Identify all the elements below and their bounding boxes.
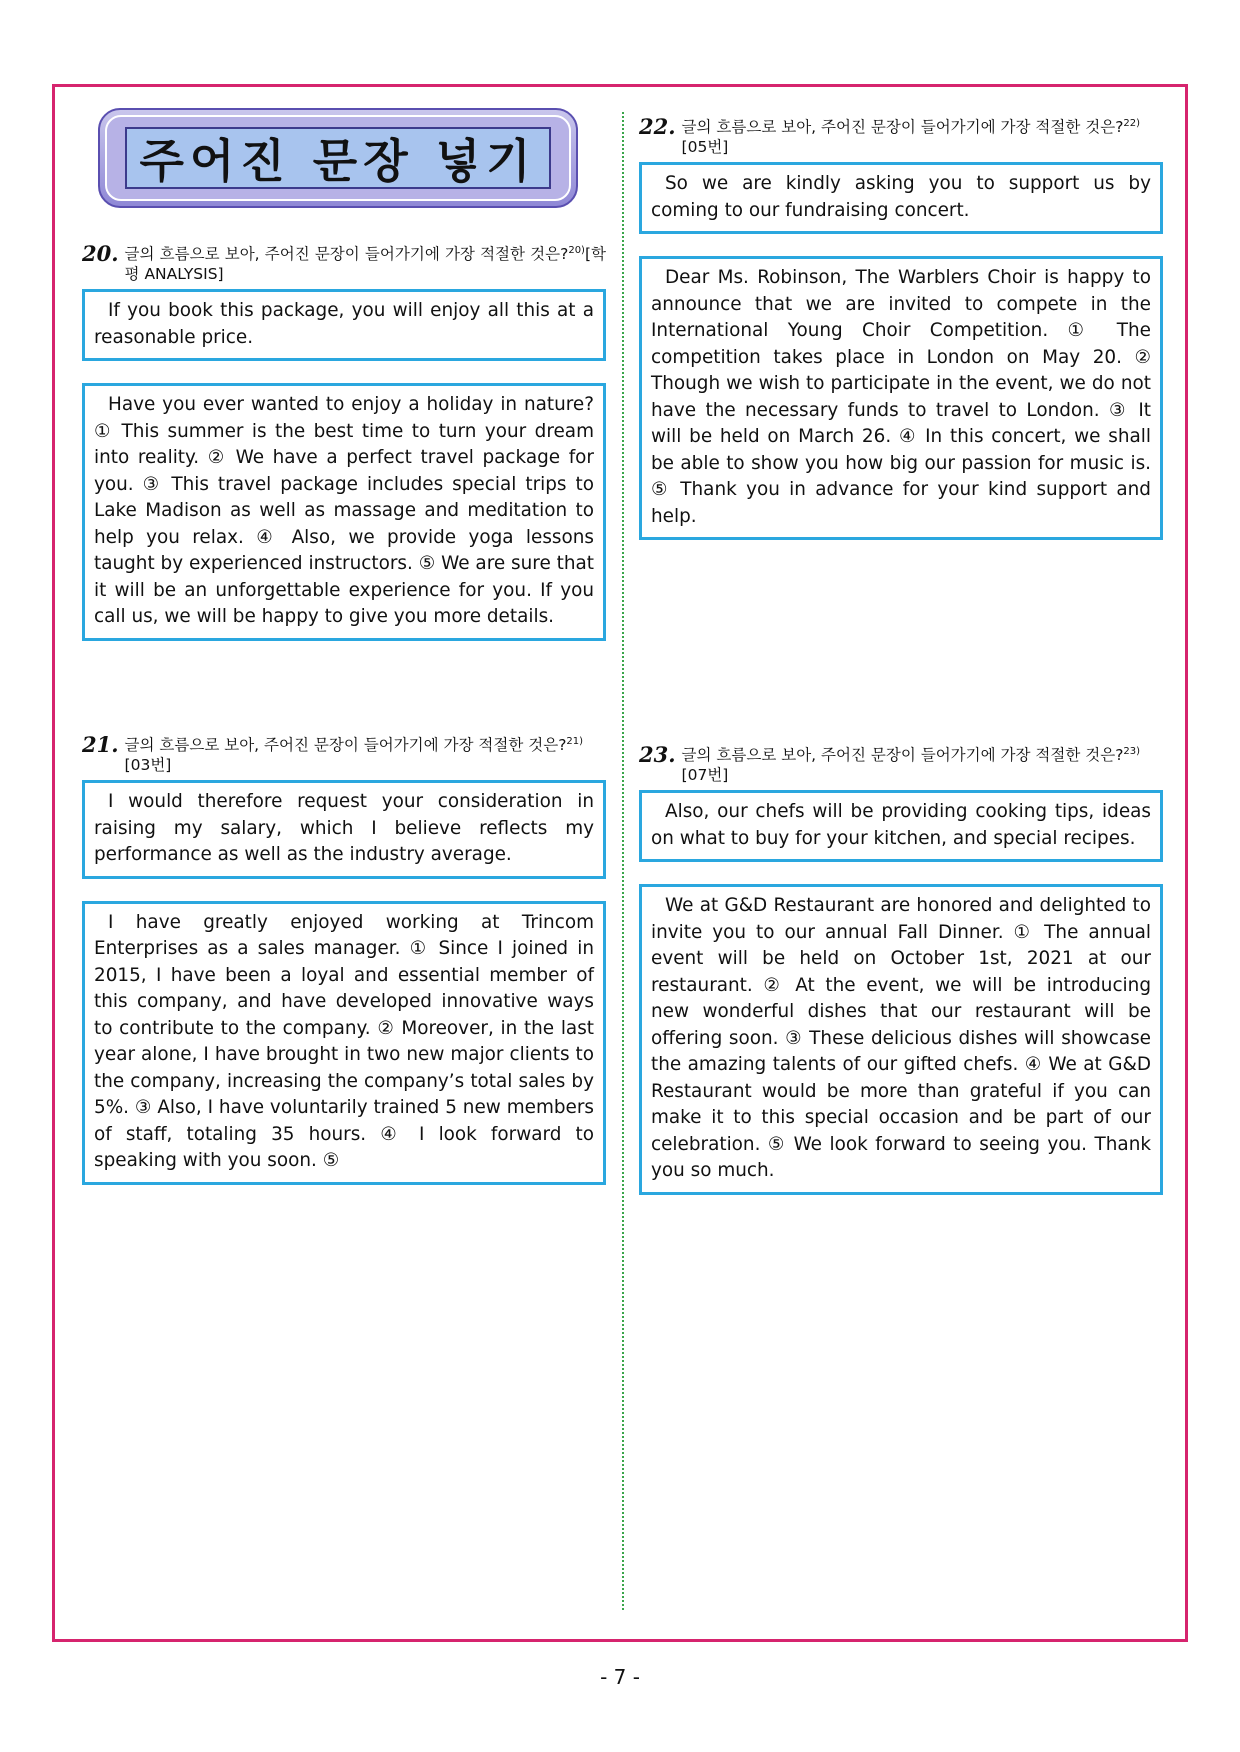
footnote-marker: 20) [568,244,585,256]
question-tag: [05번] [681,138,729,156]
page-number: - 7 - [600,1665,640,1689]
footnote-marker: 23) [1123,745,1141,757]
footnote-marker: 22) [1123,117,1141,129]
question-tag: [03번] [124,756,172,774]
passage-box: We at G&D Restaurant are honored and delighted to invite you to our annual Fall Dinner. ① The annual event will be held on October 1st, 2021 at our restaurant. ② At the event, we will be introducing new wonderful dishes that our restaurant will be offering soon. ③ These delicious dishes will showcase the amazing talents of our gifted chefs. ④ We at G&D Restaurant would be more than grateful if you can make it to this special occasion and be part of our celebration. ⑤ We look forward to seeing you. Thank you so much. [639,884,1163,1195]
question-22 [639,114,1163,540]
passage-box: Have you ever wanted to enjoy a holiday in nature? ① This summer is the best time to turn your dream into reality. ② We have a perfect travel package for you. ③ This travel package includes special trips to Lake Madison as well as massage and meditation to help you relax. ④ Also, we provide yoga lessons taught by experienced instructors. ⑤ We are sure that it will be an unforgettable experience for you. If you call us, we will be happy to give you more details. [82,383,606,641]
question-header [639,742,1163,785]
given-sentence-box: So we are kindly asking you to support us by coming to our fundraising concert. [639,162,1163,234]
question-tag: [07번] [681,766,729,784]
footnote-marker: 21) [566,735,584,747]
question-23 [639,742,1163,1195]
question-prompt: 글의 흐름으로 보아, 주어진 문장이 들어가기에 가장 적절한 것은? [681,746,1124,764]
given-sentence-box: I would therefore request your consideration in raising my salary, which I believe reflects my performance as well as the industry average. [82,780,606,879]
passage-box: I have greatly enjoyed working at Trincom Enterprises as a sales manager. ① Since I joined in 2015, I have been a loyal and essential member of this company, and have developed innovative ways to contribute to the company. ② Moreover, in the last year alone, I have brought in two new major clients to the company, increasing the company’s total sales by 5%. ③ Also, I have voluntarily trained 5 new members of staff, totaling 35 hours. ④ I look forward to speaking with you soon. ⑤ [82,901,606,1185]
question-prompt: 글의 흐름으로 보아, 주어진 문장이 들어가기에 가장 적절한 것은? [124,736,567,754]
given-sentence-box: If you book this package, you will enjoy all this at a reasonable price. [82,289,606,361]
question-tag: [학평 ANALYSIS] [124,245,606,283]
question-number: 22. [639,114,676,139]
section-title-banner [98,108,578,208]
section-title: 주어진 문장 넣기 [125,127,551,189]
question-number: 21. [82,732,119,757]
question-prompt: 글의 흐름으로 보아, 주어진 문장이 들어가기에 가장 적절한 것은? [124,245,569,263]
column-divider [622,112,624,1610]
given-sentence-box: Also, our chefs will be providing cooking tips, ideas on what to buy for your kitchen, and special recipes. [639,790,1163,862]
question-number: 23. [639,742,676,767]
passage-box: Dear Ms. Robinson, The Warblers Choir is happy to announce that we are invited to compete in the International Young Choir Competition. ① The competition takes place in London on May 20. ② Though we wish to participate in the event, we do not have the necessary funds to travel to London. ③ It will be held on March 26. ④ In this concert, we shall be able to show you how big our passion for music is. ⑤ Thank you in advance for your kind support and help. [639,256,1163,540]
question-number: 20. [82,241,119,266]
question-21 [82,732,606,1185]
question-header [82,241,606,284]
question-prompt: 글의 흐름으로 보아, 주어진 문장이 들어가기에 가장 적절한 것은? [681,118,1124,136]
question-20 [82,241,606,641]
left-column [82,108,606,208]
question-header [82,732,606,775]
question-header [639,114,1163,157]
